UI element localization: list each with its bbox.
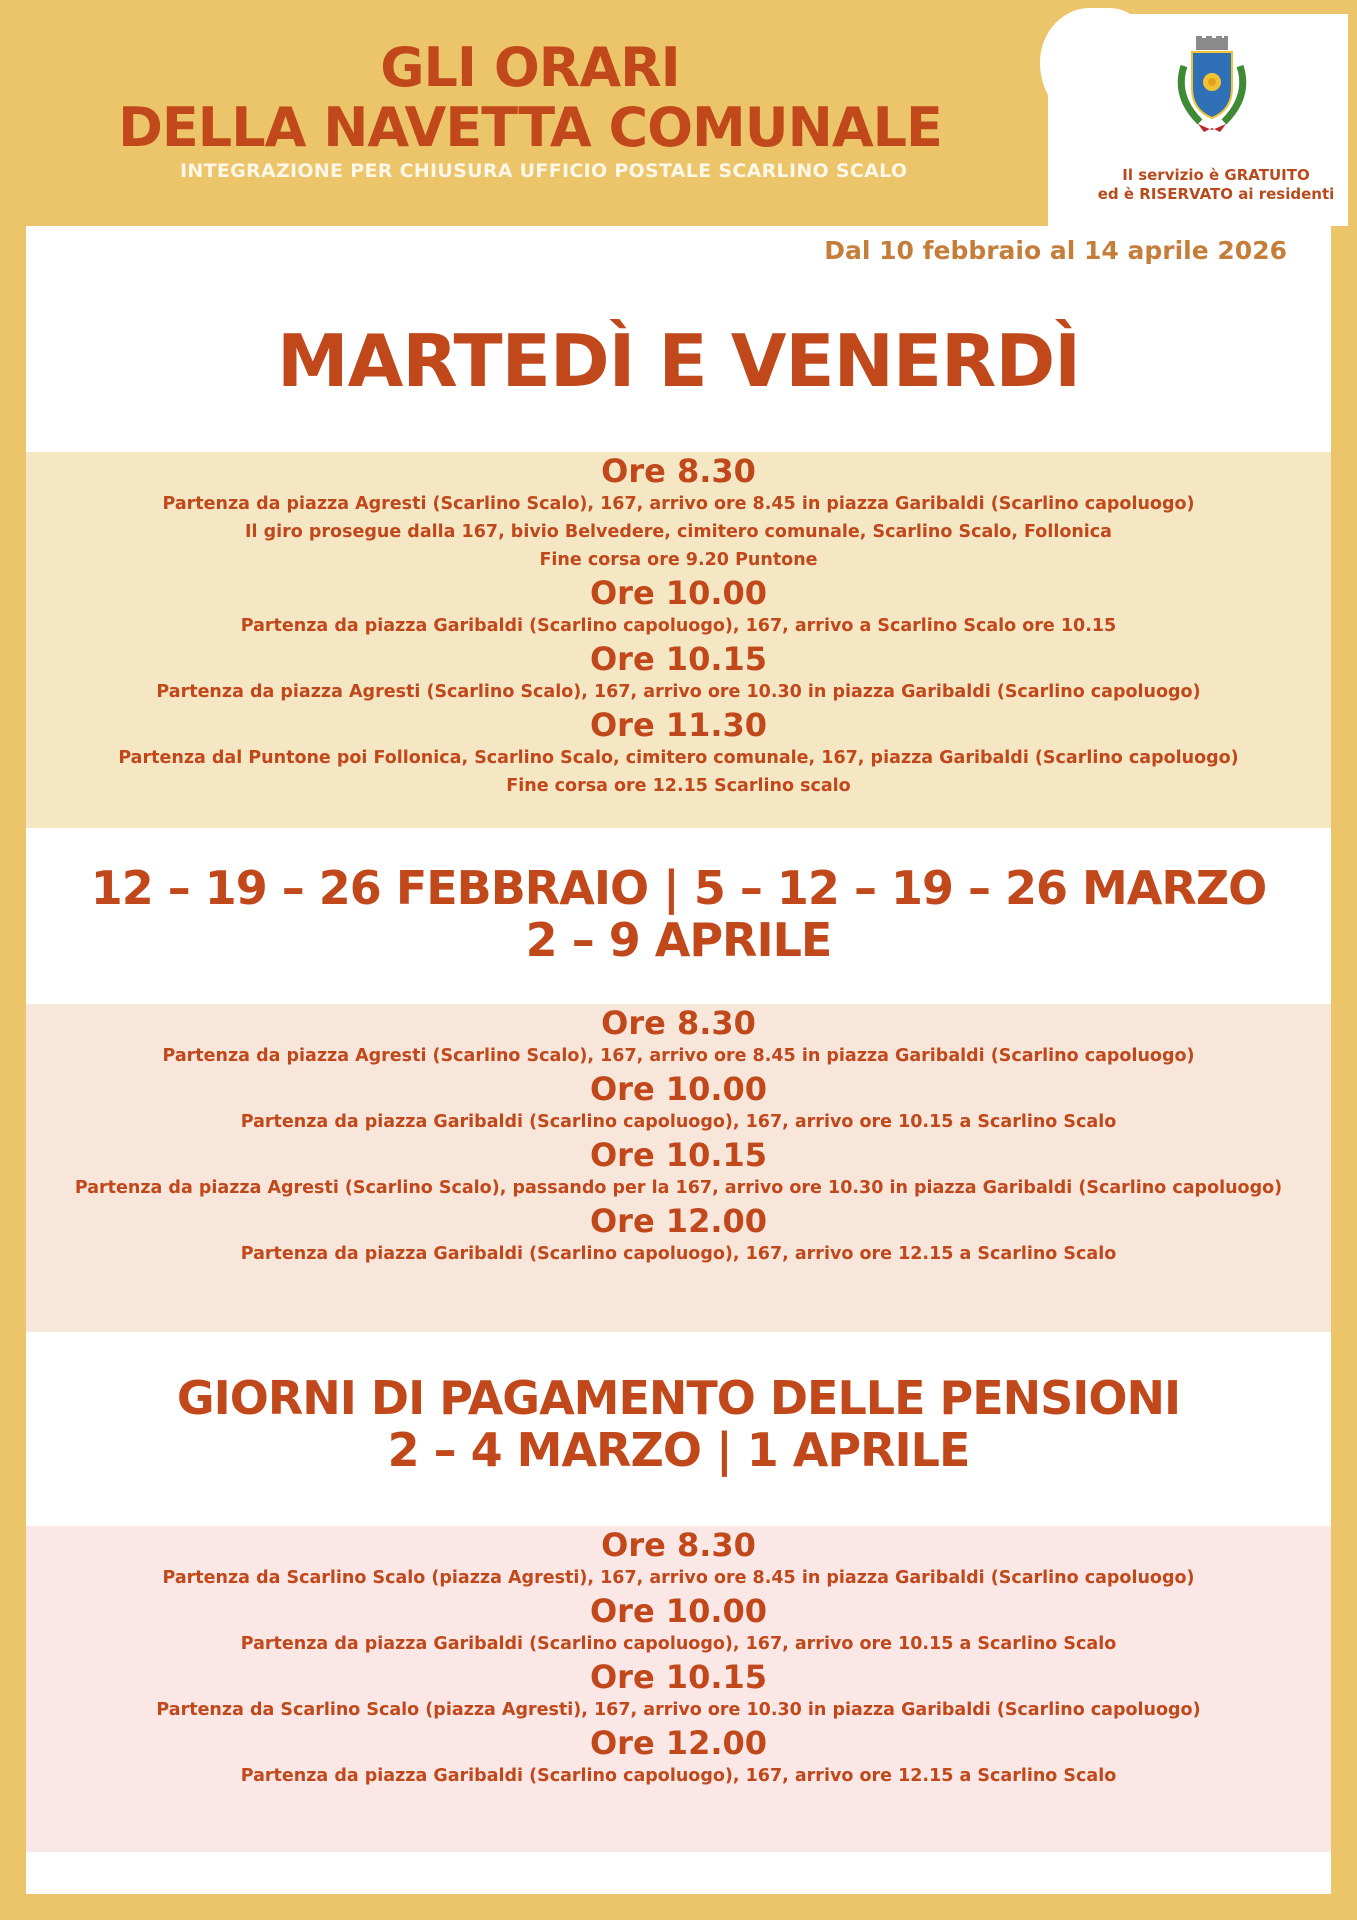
route-description: Partenza dal Puntone poi Follonica, Scarlino Scalo, cimitero comunale, 167, piazza Garibaldi (Scarlino capoluogo) — [118, 748, 1239, 768]
section-title-tuesday-friday: MARTEDÌ E VENERDÌ — [276, 319, 1081, 403]
schedule-item — [26, 1136, 1331, 1202]
schedule-band-1 — [26, 452, 1331, 828]
schedule-item — [26, 1526, 1331, 1592]
route-description: Partenza da piazza Garibaldi (Scarlino capoluogo), 167, arrivo ore 12.15 a Scarlino Scalo — [240, 1766, 1117, 1786]
departure-time: Ore 10.15 — [589, 1658, 768, 1696]
section-title-pensions — [26, 1372, 1331, 1476]
route-description: Fine corsa ore 9.20 Puntone — [539, 550, 818, 570]
departure-time: Ore 8.30 — [601, 1526, 756, 1564]
departure-time: Ore 10.15 — [589, 640, 768, 678]
page-subtitle: INTEGRAZIONE PER CHIUSURA UFFICIO POSTALE SCARLINO SCALO — [180, 160, 908, 182]
departure-time: Ore 10.15 — [589, 1136, 768, 1174]
route-description: Partenza da piazza Agresti (Scarlino Scalo), 167, arrivo ore 10.30 in piazza Garibaldi (Scarlino capoluogo) — [156, 682, 1201, 702]
section-title-line1: GIORNI DI PAGAMENTO DELLE PENSIONI — [176, 1371, 1181, 1425]
route-description: Partenza da piazza Agresti (Scarlino Scalo), passando per la 167, arrivo ore 10.30 in piazza Garibaldi (Scarlino capoluogo) — [74, 1178, 1283, 1198]
schedule-item — [26, 706, 1331, 800]
route-description: Partenza da piazza Agresti (Scarlino Scalo), 167, arrivo ore 8.45 in piazza Garibaldi (Scarlino capoluogo) — [162, 1046, 1195, 1066]
departure-time: Ore 12.00 — [589, 1202, 768, 1240]
departure-time: Ore 10.00 — [589, 574, 768, 612]
schedule-item — [26, 452, 1331, 574]
route-description: Partenza da Scarlino Scalo (piazza Agresti), 167, arrivo ore 8.45 in piazza Garibaldi (Scarlino capoluogo) — [162, 1568, 1195, 1588]
route-description: Partenza da piazza Garibaldi (Scarlino capoluogo), 167, arrivo ore 10.15 a Scarlino Scalo — [240, 1112, 1117, 1132]
notice-line1: Il servizio è GRATUITO — [1122, 166, 1310, 184]
section-title-line1: 12 – 19 – 26 FEBBRAIO | 5 – 12 – 19 – 26 MARZO — [90, 861, 1267, 915]
schedule-item — [26, 574, 1331, 640]
schedule-item — [26, 640, 1331, 706]
departure-time: Ore 8.30 — [601, 1004, 756, 1042]
header — [0, 0, 1357, 226]
route-description: Partenza da piazza Garibaldi (Scarlino capoluogo), 167, arrivo ore 10.15 a Scarlino Scalo — [240, 1634, 1117, 1654]
schedule-band-3 — [26, 1526, 1331, 1852]
schedule-item — [26, 1004, 1331, 1070]
route-description: Fine corsa ore 12.15 Scarlino scalo — [506, 776, 851, 796]
free-service-notice — [1086, 166, 1346, 204]
schedule-item — [26, 1592, 1331, 1658]
route-description: Il giro prosegue dalla 167, bivio Belvedere, cimitero comunale, Scarlino Scalo, Follonica — [245, 522, 1112, 542]
departure-time: Ore 10.00 — [589, 1070, 768, 1108]
schedule-item — [26, 1070, 1331, 1136]
route-description: Partenza da piazza Garibaldi (Scarlino capoluogo), 167, arrivo a Scarlino Scalo ore 10.15 — [240, 616, 1117, 636]
departure-time: Ore 8.30 — [601, 452, 756, 490]
section-title-line2: 2 – 9 APRILE — [525, 913, 832, 967]
route-description: Partenza da Scarlino Scalo (piazza Agresti), 167, arrivo ore 10.30 in piazza Garibaldi (Scarlino capoluogo) — [156, 1700, 1201, 1720]
section-title-dates — [26, 862, 1331, 966]
date-range: Dal 10 febbraio al 14 aprile 2026 — [824, 236, 1287, 265]
section-title-line2: 2 – 4 MARZO | 1 APRILE — [387, 1423, 970, 1477]
schedule-item — [26, 1724, 1331, 1790]
departure-time: Ore 11.30 — [589, 706, 768, 744]
municipal-crest-icon — [1170, 36, 1254, 136]
departure-time: Ore 12.00 — [589, 1724, 768, 1762]
route-description: Partenza da piazza Agresti (Scarlino Scalo), 167, arrivo ore 8.45 in piazza Garibaldi (Scarlino capoluogo) — [162, 494, 1195, 514]
page-title-line1: GLI ORARI — [380, 36, 680, 99]
route-description: Partenza da piazza Garibaldi (Scarlino capoluogo), 167, arrivo ore 12.15 a Scarlino Scalo — [240, 1244, 1117, 1264]
schedule-item — [26, 1658, 1331, 1724]
schedule-item — [26, 1202, 1331, 1268]
notice-line2: ed è RISERVATO ai residenti — [1097, 185, 1335, 203]
page-title-line2: DELLA NAVETTA COMUNALE — [118, 96, 942, 159]
schedule-band-2 — [26, 1004, 1331, 1332]
departure-time: Ore 10.00 — [589, 1592, 768, 1630]
